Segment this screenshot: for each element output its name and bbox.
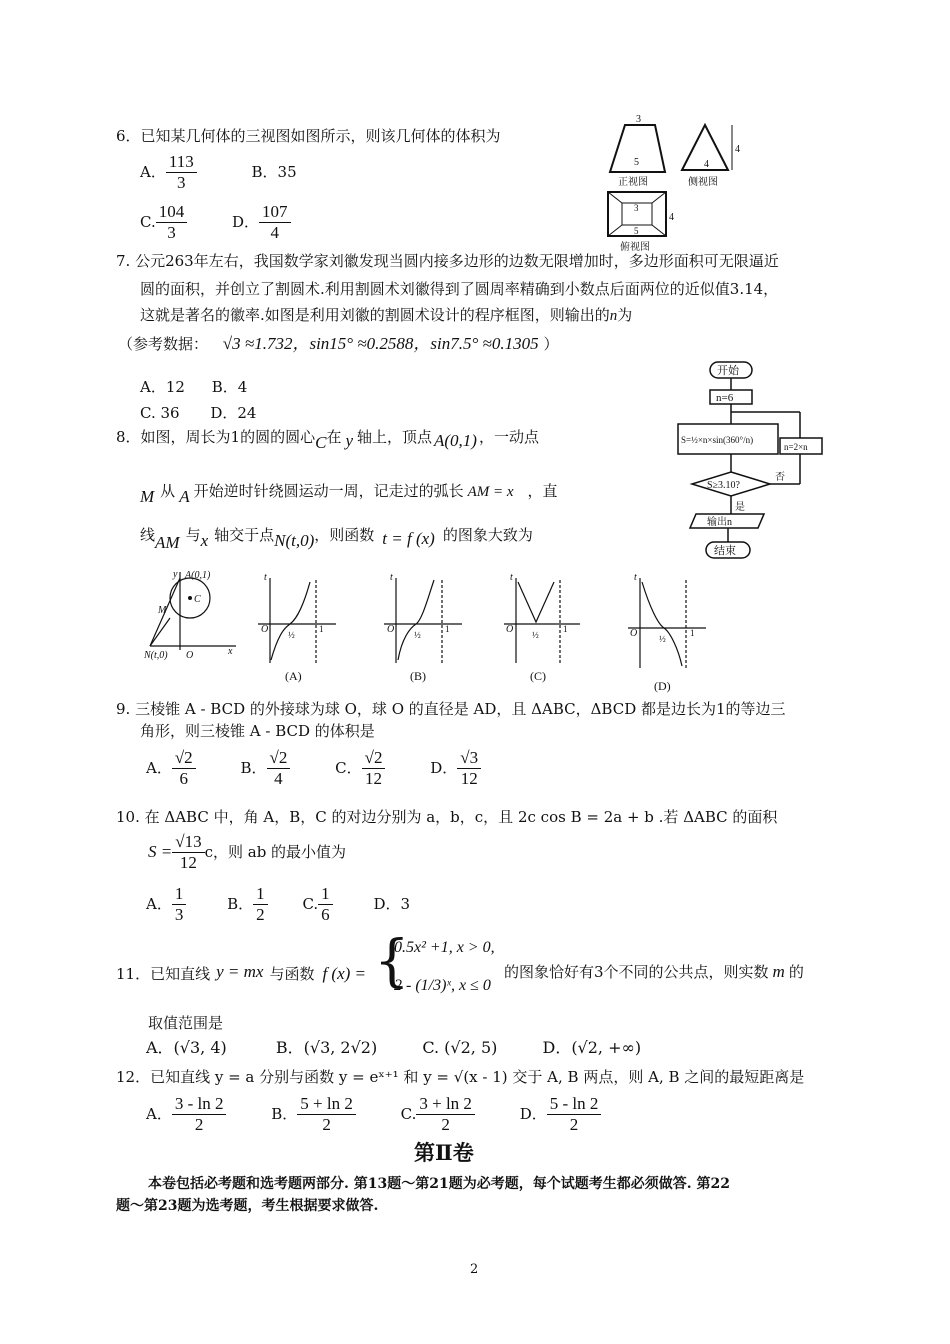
graph-d-O: O: [630, 628, 638, 639]
q8-line3: 线AM 与x 轴交于点N(t,0)，则函数 t = f (x) 的图象大致为: [140, 526, 533, 552]
q10-line1: 10. 在 ΔABC 中，角 A，B，C 的对边分别为 a，b，c，且 2c cos B = 2a + b .若 ΔABC 的面积: [116, 808, 778, 826]
q9-options: [146, 748, 481, 788]
q6-option-b[interactable]: B．35: [251, 163, 297, 182]
top-caption: 俯视图: [620, 242, 650, 253]
graph-d-caption: (D): [654, 679, 671, 693]
q7-options-row2: [140, 404, 256, 422]
q7-flowchart: [672, 358, 832, 563]
front-caption: 正视图: [618, 177, 648, 188]
q10-option-d[interactable]: D．3: [373, 895, 411, 914]
q11-options: [146, 1038, 641, 1057]
fig-C-label: C: [194, 594, 201, 605]
flow-start-label: 开始: [717, 365, 739, 377]
flow-init-label: n=6: [716, 392, 734, 404]
q11-post: 的图象恰好有3个不同的公共点，则实数 m 的: [504, 962, 804, 981]
flow-no-label: 否: [775, 472, 785, 483]
side-height-label: 4: [735, 144, 740, 155]
q6-option-d[interactable]: D． $\frac{107}{4}$: [232, 202, 291, 242]
fig-M-label: M: [158, 605, 167, 616]
top-top-label: 3: [634, 203, 639, 213]
q7-option-d[interactable]: D．24: [210, 404, 257, 422]
side-bottom-label: 4: [704, 159, 709, 170]
flow-end-label: 结束: [714, 545, 736, 557]
flow-compute-label: S=½×n×sin(360°/n): [681, 435, 754, 445]
part2-line2: 题～第23题为选考题，考生根据要求做答.: [116, 1198, 379, 1214]
graph-d-one: 1: [690, 628, 695, 638]
q11-case2: 2 - (1/3)ˣ, x ≤ 0: [394, 977, 491, 994]
q7-reference: （参考数据： √3 ≈1.732，sin15° ≈0.2588，sin7.5° ≈0.1305 ）: [118, 334, 559, 353]
q11-option-a[interactable]: A．(√3, 4): [146, 1038, 227, 1057]
q12-option-c[interactable]: C. $\frac{3 + \ln 2}{2}$: [401, 1094, 475, 1134]
graph-b-one: 1: [445, 624, 450, 634]
q9-line2: 角形，则三棱锥 A - BCD 的体积是: [140, 722, 375, 740]
q7-line3: 这就是著名的徽率.如图是利用刘徽的割圆术设计的程序框图，则输出的n为: [140, 306, 633, 324]
graph-a-half: ½: [288, 630, 295, 640]
page-number: 2: [470, 1262, 479, 1277]
flow-update-label: n=2×n: [784, 442, 808, 452]
flow-cond-label: S≥3.10?: [707, 480, 740, 491]
front-bottom-label: 5: [634, 157, 639, 168]
graph-b-caption: (B): [410, 669, 426, 683]
graph-d-t: t: [634, 572, 637, 583]
q12-option-a[interactable]: A． $\frac{3 - \ln 2}{2}$: [146, 1094, 226, 1134]
q10-line2: S = $\frac{√13}{12}$ c，则 ab 的最小值为: [148, 832, 347, 872]
graph-d-half: ½: [659, 634, 666, 644]
q7-option-b[interactable]: B．4: [211, 378, 248, 396]
q8-figures: [140, 568, 710, 696]
graph-b-half: ½: [414, 630, 421, 640]
flow-yes-label: 是: [735, 502, 745, 513]
fig-A01-label: A(0,1): [185, 570, 211, 581]
q7-option-a[interactable]: A．12: [140, 378, 185, 396]
q12-line1: 12．已知直线 y = a 分别与函数 y = eˣ⁺¹ 和 y = √(x - 1) 交于 A, B 两点，则 A, B 之间的最短距离是: [116, 1068, 805, 1086]
q8-line1: 8．如图，周长为1的圆的圆心C在 y 轴上，顶点 A(0,1) ，一动点: [116, 428, 539, 452]
part2-line1: 本卷包括必考题和选考题两部分. 第13题～第21题为必考题，每个试题考生都必须做答. 第22: [148, 1176, 730, 1192]
q11-pre: 11．已知直线 y = mx 与函数 f (x) =: [116, 962, 367, 983]
q12-option-d[interactable]: D． $\frac{5 - \ln 2}{2}$: [520, 1094, 602, 1134]
q6-options-row2: [140, 202, 291, 242]
q9-option-b[interactable]: B． $\frac{√2}{4}$: [240, 748, 290, 788]
top-bottom-label: 5: [634, 226, 639, 236]
graph-a-t: t: [264, 572, 267, 583]
graph-a-O: O: [261, 624, 269, 635]
q9-option-a[interactable]: A． $\frac{√2}{6}$: [146, 748, 196, 788]
q10-option-c[interactable]: C. $\frac{1}{6}$: [302, 884, 332, 924]
part2-title: 第Ⅱ卷: [414, 1140, 474, 1165]
q7-option-c[interactable]: C. 36: [140, 404, 180, 422]
q7-line1: 7. 公元263年左右，我国数学家刘徽发现当圆内接多边形的边数无限增加时，多边形面积可无限逼近: [116, 252, 779, 270]
q8-line2: M 从 A 开始逆时针绕圆运动一周，记走过的弧长 AM = x ，直: [140, 482, 558, 506]
graph-a-caption: (A): [285, 669, 302, 683]
q6-three-view-figure: [600, 110, 760, 255]
q7-ref-math: √3 ≈1.732，sin15° ≈0.2588，sin7.5° ≈0.1305: [222, 334, 539, 353]
side-caption: 侧视图: [688, 177, 718, 188]
q11-option-d[interactable]: D．(√2, +∞): [542, 1038, 642, 1057]
fig-N-label: N(t,0): [144, 650, 168, 661]
graph-c-half: ½: [532, 630, 539, 640]
q9-option-d[interactable]: D． $\frac{√3}{12}$: [430, 748, 481, 788]
q11-brace: {: [374, 929, 410, 994]
q8-graph-b: [384, 578, 462, 663]
front-top-label: 3: [636, 114, 641, 125]
q7-line2: 圆的面积，并创立了割圆术.利用割圆术刘徽得到了圆周率精确到小数点后面两位的近似值3.14，: [140, 280, 779, 298]
q10-option-a[interactable]: A． $\frac{1}{3}$: [146, 884, 186, 924]
fig-x-label: x: [228, 646, 233, 657]
q8-graph-a: [258, 578, 336, 663]
graph-c-t: t: [510, 572, 513, 583]
fig-y-label: y: [173, 569, 178, 580]
q11-line2: 取值范围是: [148, 1014, 224, 1032]
q6-options-row1: [140, 152, 297, 192]
fig-O-label: O: [186, 650, 194, 661]
q8-graph-d: [628, 578, 706, 668]
graph-a-one: 1: [319, 624, 324, 634]
graph-c-one: 1: [563, 624, 568, 634]
q6-option-a[interactable]: A． $\frac{113}{3}$: [140, 152, 197, 192]
q9-option-c[interactable]: C． $\frac{√2}{12}$: [335, 748, 385, 788]
graph-b-t: t: [390, 572, 393, 583]
top-right-label: 4: [669, 212, 674, 223]
q10-options: [146, 884, 410, 924]
q12-option-b[interactable]: B． $\frac{5 + \ln 2}{2}$: [271, 1094, 356, 1134]
q7-options-row1: [140, 378, 247, 396]
q6-option-c[interactable]: C. $\frac{104}{3}$: [140, 202, 187, 242]
q11-case1: 0.5x² +1, x > 0,: [394, 939, 495, 956]
graph-b-O: O: [387, 624, 395, 635]
flow-output-label: 输出n: [707, 517, 732, 528]
q10-option-b[interactable]: B． $\frac{1}{2}$: [227, 884, 268, 924]
q9-line1: 9. 三棱锥 A - BCD 的外接球为球 O，球 O 的直径是 AD，且 ΔABC，ΔBCD 都是边长为1的等边三: [116, 700, 786, 718]
q11-option-b[interactable]: B．(√3, 2√2): [275, 1038, 378, 1057]
q11-piecewise: [374, 929, 502, 998]
graph-c-caption: (C): [530, 669, 546, 683]
q8-graph-c: [504, 578, 580, 663]
graph-c-O: O: [506, 624, 514, 635]
q11-option-c[interactable]: C. (√2, 5): [422, 1038, 498, 1057]
q12-options: [146, 1094, 601, 1134]
q6-stem: 6．已知某几何体的三视图如图所示，则该几何体的体积为: [116, 127, 501, 145]
